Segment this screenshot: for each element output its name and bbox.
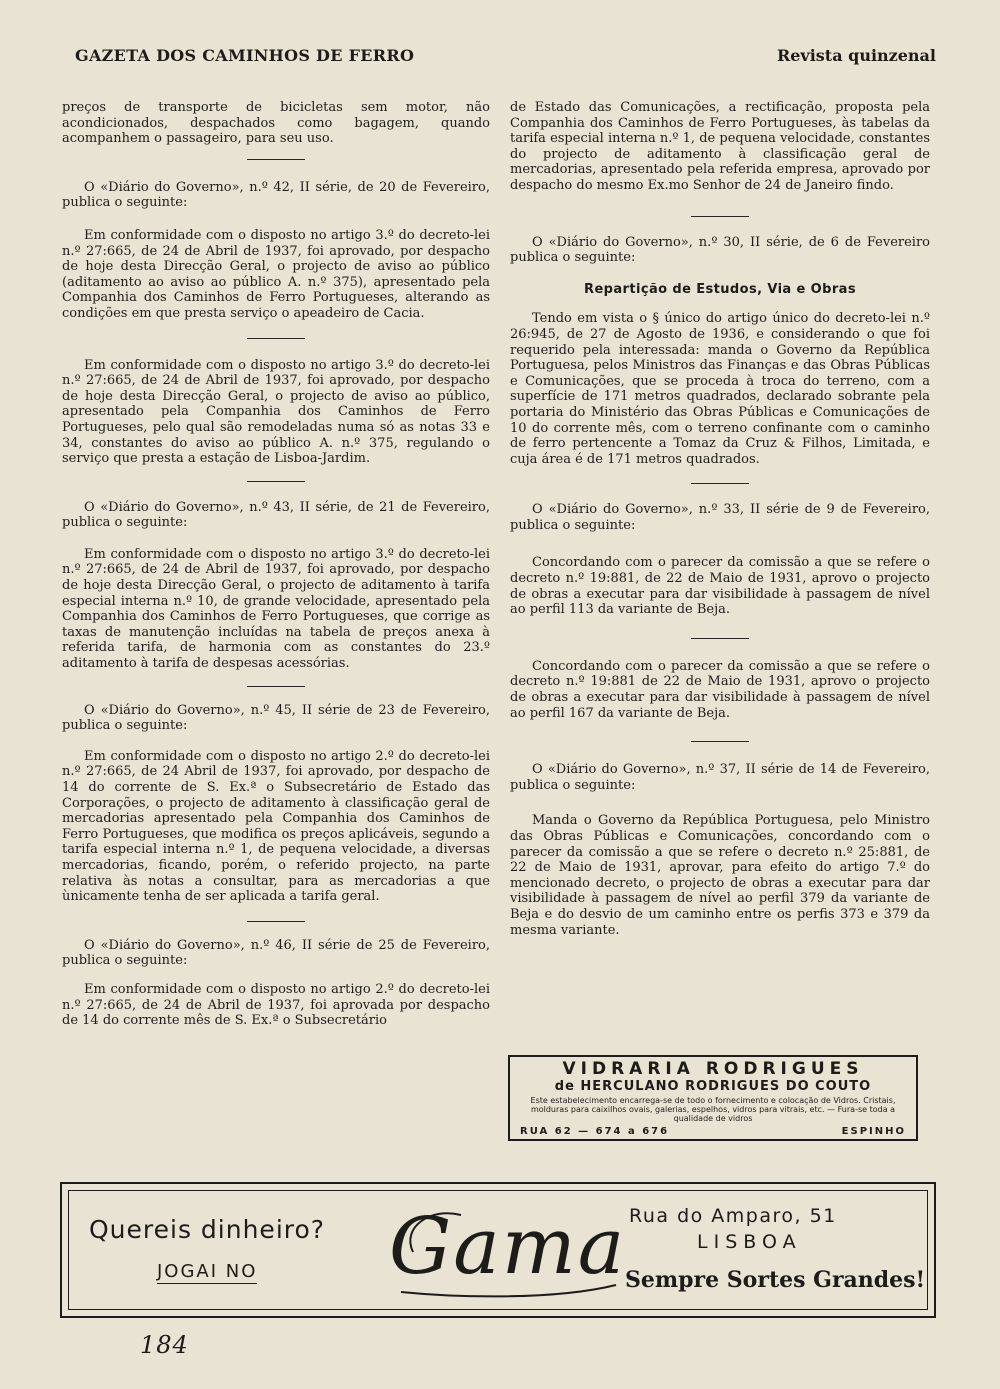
paragraph: de Estado das Comunicações, a rectificação, proposta pela Companhia dos Caminhos de Ferro Portugueses, às tabelas da tarifa especial interna n.º 1, de pequena velocidade, constantes do projecto de aditamento à classificação geral de mercadorias, apresentado pela referida empresa, aprovado por despacho do mesmo Ex.mo Senhor de 24 de Janeiro findo. bbox=[510, 100, 930, 193]
paragraph: O «Diário do Governo», n.º 46, II série de 25 de Fevereiro, publica o seguinte: bbox=[62, 937, 490, 969]
paragraph: Em conformidade com o disposto no artigo 3.º do decreto-lei n.º 27:665, de 24 de Abril de 1937, foi aprovado, por despacho de hoje desta Direcção Geral, o projecto de aviso ao público (aditamento ao aviso ao público A. n.º 375), apresentado pela Companhia dos Caminhos de Ferro Portugueses, alterando as condições em que presta serviço o apeadeiro de Cacia. bbox=[62, 227, 490, 321]
paragraph: O «Diário do Governo», n.º 43, II série, de 21 de Fevereiro, publica o seguinte: bbox=[62, 499, 490, 531]
paragraph: Tendo em vista o § único do artigo único do decreto-lei n.º 26:945, de 27 de Agosto de 1936, e considerando o que foi requerido pela interessada: manda o Governo da República Portuguesa, pelos Ministros das Finanças e das Obras Públicas e Comunicações, que se proceda à troca do terreno, com a superfície de 171 metros quadrados, declarado sobrante pela portaria do Ministério das Obras Públicas e Comunicações de 10 do corrente mês, com o terreno confinante com o caminho de ferro pertencente a Tomaz da Cruz & Filhos, Limitada, e cuja área é de 171 metros quadrados. bbox=[510, 311, 930, 467]
section-heading: Repartição de Estudos, Via e Obras bbox=[584, 281, 856, 297]
paragraph: O «Diário do Governo», n.º 33, II série de 9 de Fevereiro, publica o seguinte: bbox=[510, 502, 930, 533]
page-number: 184 bbox=[140, 1331, 189, 1359]
ad-city: ESPINHO bbox=[841, 1126, 906, 1137]
gama-advertisement bbox=[60, 1182, 936, 1318]
paragraph: O «Diário do Governo», n.º 45, II série de 23 de Fevereiro, publica o seguinte: bbox=[62, 702, 490, 734]
paragraph: preços de transporte de bicicletas sem motor, não acondicionados, despachados como bagagem, quando acompanhem o passageiro, para seu uso. bbox=[62, 100, 490, 147]
paragraph: O «Diário do Governo», n.º 37, II série de 14 de Fevereiro, publica o seguinte: bbox=[510, 762, 930, 793]
paragraph: O «Diário do Governo», n.º 30, II série, de 6 de Fevereiro publica o seguinte: bbox=[510, 234, 930, 266]
ad-inner-frame bbox=[68, 1190, 928, 1310]
ad-address: Rua do Amparo, 51 bbox=[629, 1205, 837, 1227]
paragraph: Em conformidade com o disposto no artigo 3.º do decreto-lei n.º 27:665, de 24 de Abril de 1937, foi aprovado, por despacho de hoje desta Direcção Geral, o projecto de aviso ao público, apresentado pela Companhia dos Caminhos de Ferro Portugueses, pelo qual são remodeladas numa só as notas 33 e 34, constantes do aviso ao público A. n.º 375, regulando o serviço que presta a estação de Lisboa-Jardim. bbox=[62, 357, 490, 467]
right-column bbox=[510, 100, 930, 938]
vidraria-advertisement bbox=[508, 1055, 918, 1141]
paragraph: Em conformidade com o disposto no artigo 2.º do decreto-lei n.º 27:665, de 24 de Abril de 1937, foi aprovada por despacho de 14 do corrente mês de S. Ex.ª o Subsecretário bbox=[62, 981, 490, 1029]
paragraph: Concordando com o parecer da comissão a que se refere o decreto n.º 19:881 de 22 de Maio de 1931, aprovo o projecto de obras a executar para dar visibilidade à passagem de nível ao perfil 167 da variante de Beja. bbox=[510, 658, 930, 721]
publication-title: GAZETA DOS CAMINHOS DE FERRO bbox=[75, 46, 415, 65]
ad-title: VIDRARIA RODRIGUES bbox=[562, 1059, 864, 1079]
publication-subtitle: Revista quinzenal bbox=[776, 46, 936, 65]
ad-address: RUA 62 — 674 a 676 bbox=[520, 1126, 670, 1137]
left-column bbox=[62, 100, 490, 1029]
paragraph: Em conformidade com o disposto no artigo 2.º do decreto-lei n.º 27:665, de 24 Abril de 1937, foi aprovado, por despacho de 14 do corrente de S. Ex.ª o Subsecretário de Estado das Corporações, o projecto de aditamento à classificação geral de mercadorias apresentado pela Companhia dos Caminhos de Ferro Portugueses, que modifica os preços aplicáveis, segundo a tarifa especial interna n.º 1, de pequena velocidade, a diversas mercadorias, ficando, porém, o referido projecto, na parte relativa às notas a consultar, para as mercadorias a que ùnicamente tenha de ser aplicada a tarifa geral. bbox=[62, 748, 490, 905]
paragraph: Manda o Governo da República Portuguesa, pelo Ministro das Obras Públicas e Comunicações, concordando com o parecer da comissão a que se refere o decreto n.º 25:881, de 22 de Maio de 1931, aprovar, para efeito do artigo 7.º do mencionado decreto, o projecto de obras a executar para dar visibilidade à passagem de nível ao perfil 379 da variante de Beja e do desvio de um caminho entre os perfis 373 e 379 da mesma variante. bbox=[510, 813, 930, 938]
ad-slogan: Sempre Sortes Grandes! bbox=[625, 1267, 926, 1293]
ad-play-text: JOGAI NO bbox=[157, 1261, 258, 1282]
ad-subtitle: de HERCULANO RODRIGUES DO COUTO bbox=[554, 1079, 872, 1094]
ad-footer bbox=[510, 1123, 916, 1137]
ad-question: Quereis dinheiro? bbox=[89, 1215, 326, 1244]
paragraph: O «Diário do Governo», n.º 42, II série, de 20 de Fevereiro, publica o seguinte: bbox=[62, 179, 490, 211]
paragraph: Concordando com o parecer da comissão a que se refere o decreto n.º 19:881, de 22 de Maio de 1931, aprovo o projecto de obras a executar para dar visibilidade à passagem de nível ao perfil 113 da variante de Beja. bbox=[510, 555, 930, 618]
gama-logo: Gama bbox=[389, 1202, 627, 1292]
paragraph: Em conformidade com o disposto no artigo 3.º do decreto-lei n.º 27:665, de 24 de Abril de 1937, foi aprovado, por despacho de hoje desta Direcção Geral, o projecto de aditamento à tarifa especial interna n.º 10, de grande velocidade, apresentado pela Companhia dos Caminhos de Ferro Portugueses, que corrige as taxas de manutenção incluídas na tabela de preços anexa à referida tarifa, de harmonia com as constantes do 23.º aditamento à tarifa de despesas acessórias. bbox=[62, 546, 490, 672]
ad-description: Este estabelecimento encarrega-se de todo o fornecimento e colocação de Vidros. Cristais, molduras para caixilhos ovais, galerias, espelhos, vidros para vitrais, etc. — Fura-se toda a qualidade de vidros bbox=[530, 1096, 896, 1123]
ad-city: LISBOA bbox=[697, 1231, 802, 1253]
